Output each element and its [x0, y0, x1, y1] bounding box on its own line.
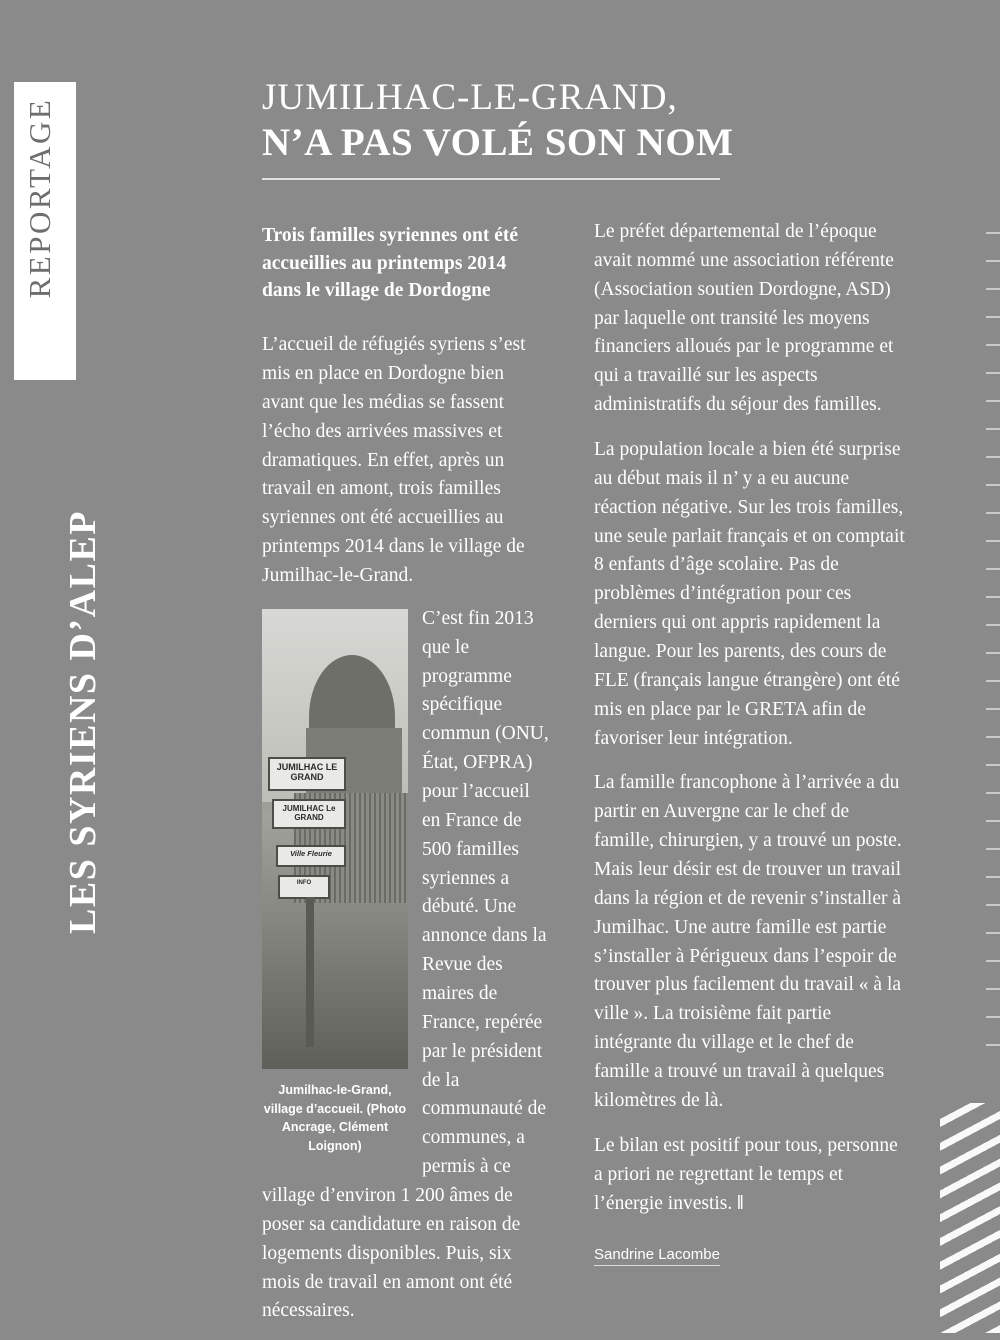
edge-tick [986, 232, 1000, 234]
edge-tick [986, 960, 1000, 962]
edge-tick [986, 456, 1000, 458]
edge-tick [986, 568, 1000, 570]
article-paragraph: L’accueil de réfugiés syriens s’est mis en place en Dordogne bien avant que les médias se fassent l’écho des arrivées massives et dramatiques. En effet, après un travail en amont, trois familles syriennes ont été accueillies au printemps 2014 dans le village de Jumilhac-le-Grand. [262, 334, 526, 586]
photo-sign-main: JUMILHAC LE GRAND [268, 757, 346, 791]
end-mark: ‖ [737, 1192, 743, 1214]
edge-tick [986, 764, 1000, 766]
edge-tick [986, 1016, 1000, 1018]
headline-line-1: JUMILHAC-LE-GRAND, [262, 77, 678, 118]
edge-tick [986, 792, 1000, 794]
photo-sign-small: INFO [278, 875, 330, 899]
headline-line-2: N’A PAS VOLÉ SON NOM [262, 120, 734, 164]
edge-tick [986, 344, 1000, 346]
edge-tick [986, 904, 1000, 906]
edge-tick [986, 316, 1000, 318]
photo-image [262, 609, 408, 1069]
right-edge-tick-marks [978, 232, 1000, 1052]
article-paragraph-last [594, 1132, 908, 1219]
edge-tick [986, 652, 1000, 654]
article-paragraph: La famille francophone à l’arrivée a du partir en Auvergne car le chef de famille, chirurgien, y a trouvé un poste. Mais leur désir est de trouver un travail dans la région et de revenir s’installer à Jumilhac. Une autre famille est partie s’installer à Périgueux dans l’espoir de trouver plus facilement du travail « à la ville ». La troisième fait partie intégrante du village et le chef de famille a trouvé un travail à quelques kilomètres de là. [594, 772, 902, 1111]
edge-tick [986, 400, 1000, 402]
edge-tick [986, 484, 1000, 486]
page-title [262, 78, 922, 180]
edge-tick [986, 680, 1000, 682]
edge-tick [986, 596, 1000, 598]
edge-tick [986, 708, 1000, 710]
article-photo-figure [262, 609, 410, 1156]
edge-tick [986, 820, 1000, 822]
edge-tick [986, 932, 1000, 934]
edge-tick [986, 848, 1000, 850]
article-paragraph: La population locale a bien été surprise au début mais il n’ y a eu aucune réaction négative. Sur les trois familles, une seule parlait français et on comptait 8 enfants d’âge scolaire. Pas de problèmes d’intégration pour ces derniers qui ont appris rapidement la langue. Pour les parents, des cours de FLE (français langue étrangère) ont été mis en place par le GRETA afin de favoriser leur intégration. [594, 439, 905, 749]
photo-sign-ville-fleurie: Ville Fleurie [276, 845, 346, 867]
photo-ground [262, 903, 408, 1069]
article-standfirst: Trois familles syriennes ont été accueillies au printemps 2014 dans le village de Dordogne [262, 225, 518, 302]
edge-tick [986, 260, 1000, 262]
article-column-left [262, 222, 550, 1340]
edge-tick [986, 540, 1000, 542]
article-paragraph: C’est fin 2013 que le programme spécifique commun (ONU, État, OFPRA) pour l’accueil en France de 500 familles syriennes a débuté. Une annonce dans la Revue des maires de France, repérée par le président de la communauté de communes, a permis à ce village d’environ 1 200 âmes de poser sa candidature en raison de logements disponibles. Puis, six mois de travail en amont ont été nécessaires. [262, 607, 549, 1322]
article-paragraph: Le préfet départemental de l’époque avait nommé une association référente (Association soutien Dordogne, ASD) par laquelle ont transité les moyens financiers alloués par le programme et qui a travaillé sur les aspects administratifs du séjour des familles. [594, 221, 894, 416]
photo-caption: Jumilhac-le-Grand, village d’accueil. (Photo Ancrage, Clément Loignon) [263, 1082, 407, 1154]
edge-tick [986, 288, 1000, 290]
article-column-right [594, 218, 908, 1266]
corner-stripe-decoration [940, 1103, 1000, 1333]
headline-divider [262, 178, 720, 180]
photo-sign-secondary: JUMILHAC Le GRAND [272, 799, 346, 829]
sidebar-kicker: REPORTAGE [22, 97, 57, 299]
sidebar-series-title: LES SYRIENS D’ALEP [62, 510, 104, 934]
edge-tick [986, 876, 1000, 878]
edge-tick [986, 624, 1000, 626]
article-paragraph-text: Le bilan est positif pour tous, personne a priori ne regrettant le temps et l’énergie investis. [594, 1134, 898, 1214]
left-sidebar [0, 0, 104, 1333]
edge-tick [986, 512, 1000, 514]
edge-tick [986, 736, 1000, 738]
edge-tick [986, 1044, 1000, 1046]
edge-tick [986, 428, 1000, 430]
article-byline: Sandrine Lacombe [594, 1246, 720, 1266]
edge-tick [986, 988, 1000, 990]
edge-tick [986, 372, 1000, 374]
photo-sign-post [306, 897, 314, 1047]
